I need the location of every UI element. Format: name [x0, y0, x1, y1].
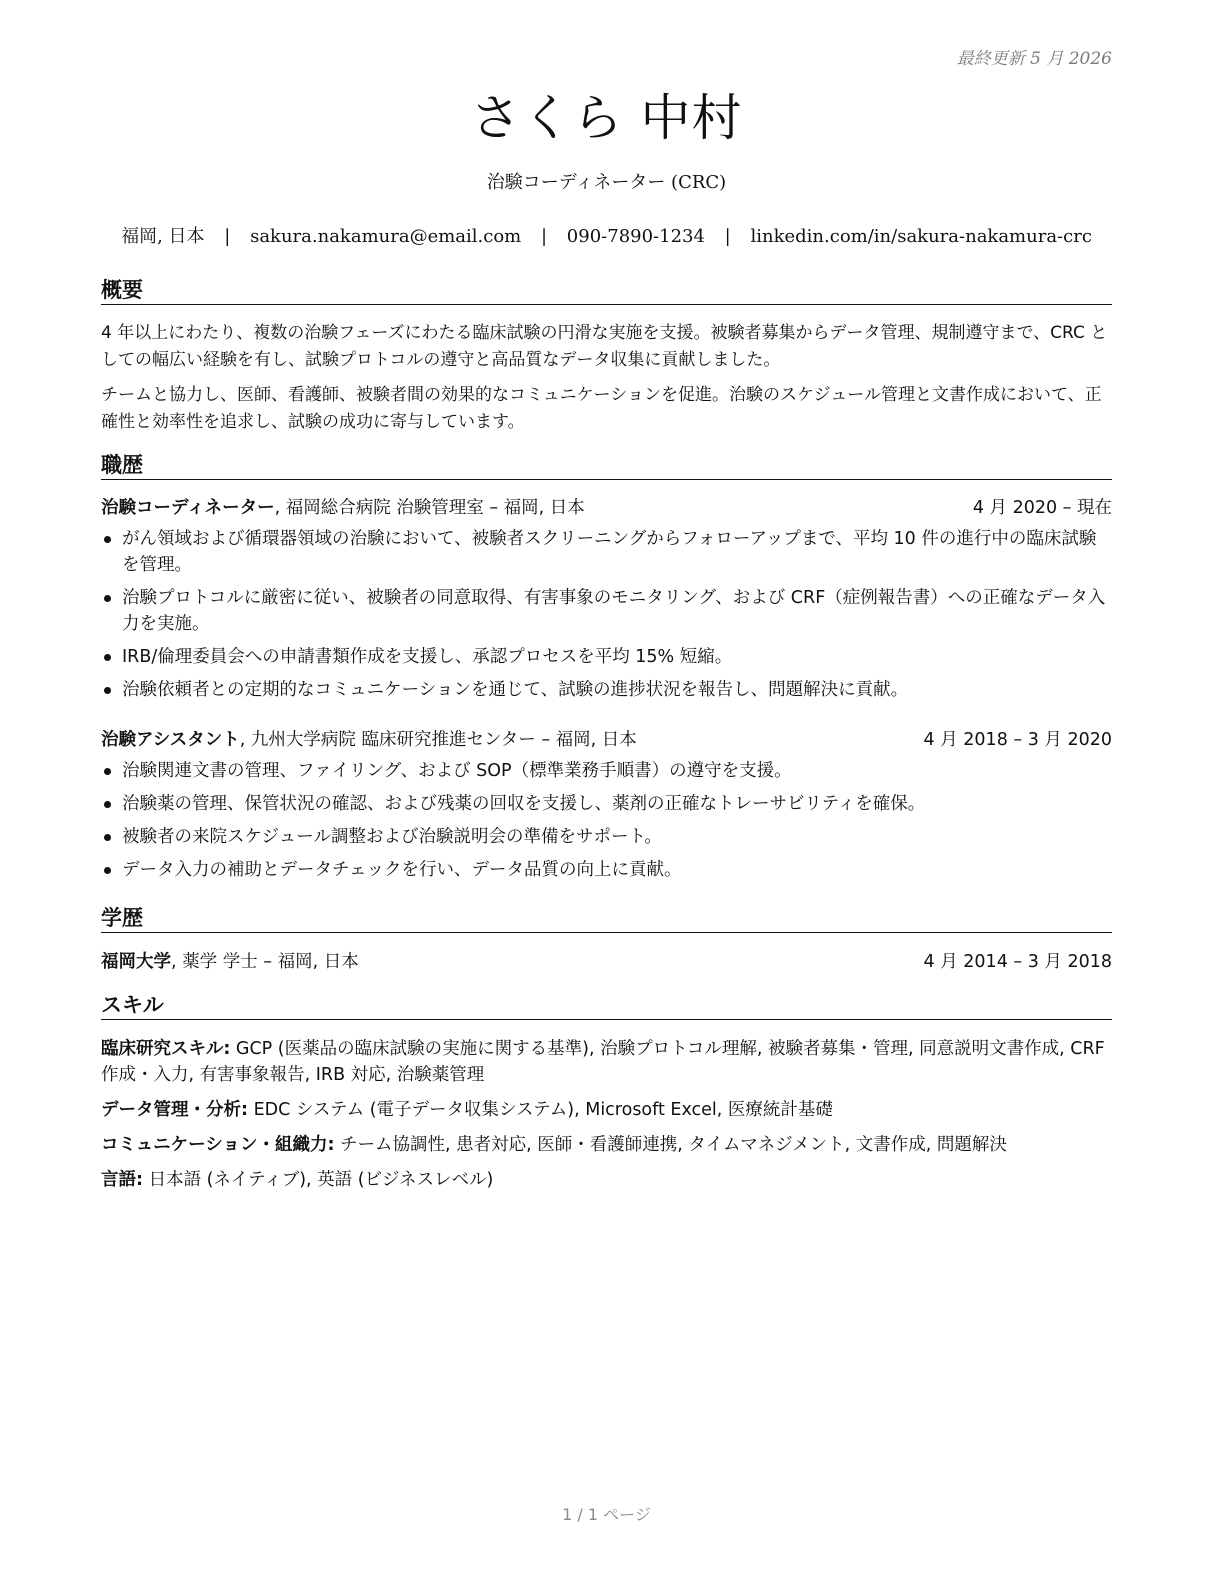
job-role-line [101, 727, 637, 753]
skill-row [101, 1097, 1112, 1123]
skill-row [101, 1036, 1112, 1088]
section-title-experience: 職歴 [101, 452, 1112, 480]
list-item: 被験者の来院スケジュール調整および治験説明会の準備をサポート。 [101, 824, 1112, 850]
contact-line [101, 225, 1112, 249]
job-header [101, 727, 1112, 753]
skill-label: データ管理・分析: [101, 1100, 248, 1120]
job-role-line [101, 495, 585, 521]
skill-row [101, 1132, 1112, 1158]
contact-email[interactable]: sakura.nakamura@email.com [250, 226, 522, 247]
skill-row [101, 1167, 1112, 1193]
page-number: 1 / 1 ページ [562, 1505, 651, 1524]
list-item: 治験関連文書の管理、ファイリング、および SOP（標準業務手順書）の遵守を支援。 [101, 758, 1112, 784]
education-school: 福岡大学 [101, 952, 171, 972]
last-updated: 最終更新 5 月 2026 [956, 49, 1112, 69]
job-title: 治験コーディネーター (CRC) [486, 172, 727, 193]
skill-text: チーム協調性, 患者対応, 医師・看護師連携, タイムマネジメント, 文書作成, 問題解決 [334, 1135, 1007, 1155]
section-title-skills: スキル [101, 992, 1112, 1020]
skill-label: 臨床研究スキル: [101, 1039, 231, 1059]
job-bullets [101, 526, 1112, 710]
job-role: 治験コーディネーター [101, 498, 275, 518]
job-header [101, 495, 1112, 521]
list-item: 治験依頼者との定期的なコミュニケーションを通じて、試験の進捗状況を報告し、問題解決に貢献。 [101, 677, 1112, 703]
skill-text: 日本語 (ネイティブ), 英語 (ビジネスレベル) [143, 1170, 494, 1190]
education-entry [101, 949, 1112, 975]
section-title-summary: 概要 [101, 277, 1112, 305]
list-item: 治験プロトコルに厳密に従い、被験者の同意取得、有害事象のモニタリング、および CRF（症例報告書）への正確なデータ入力を実施。 [101, 585, 1112, 637]
contact-separator: | [724, 226, 731, 247]
job-role: 治験アシスタント [101, 730, 240, 750]
contact-separator: | [224, 226, 231, 247]
contact-separator: | [540, 226, 548, 247]
list-item: データ入力の補助とデータチェックを行い、データ品質の向上に貢献。 [101, 857, 1112, 883]
education-line [101, 949, 359, 975]
person-name: さくら 中村 [470, 89, 743, 147]
job-org: , 福岡総合病院 治験管理室 – 福岡, 日本 [274, 498, 585, 518]
resume-page [101, 0, 1112, 1584]
list-item: 治験薬の管理、保管状況の確認、および残薬の回収を支援し、薬剤の正確なトレーサビリティを確保。 [101, 791, 1112, 817]
job-dates: 4 月 2018 – 3 月 2020 [923, 730, 1112, 750]
skill-text: EDC システム (電子データ収集システム), Microsoft Excel, 医療統計基礎 [248, 1100, 833, 1120]
contact-location: 福岡, 日本 [121, 226, 205, 247]
skill-label: 言語: [101, 1170, 143, 1190]
job-org: , 九州大学病院 臨床研究推進センター – 福岡, 日本 [239, 730, 637, 750]
job-dates: 4 月 2020 – 現在 [972, 498, 1112, 518]
education-detail: , 薬学 学士 – 福岡, 日本 [171, 952, 359, 972]
list-item: IRB/倫理委員会への申請書類作成を支援し、承認プロセスを平均 15% 短縮。 [101, 644, 1112, 670]
contact-phone[interactable]: 090-7890-1234 [566, 226, 705, 247]
summary-paragraph: チームと協力し、医師、看護師、被験者間の効果的なコミュニケーションを促進。治験のスケジュール管理と文書作成において、正確性と効率性を追求し、試験の成功に寄与しています。 [101, 385, 1102, 432]
section-title-education: 学歴 [101, 905, 1112, 933]
skill-label: コミュニケーション・組織力: [101, 1135, 335, 1155]
list-item: がん領域および循環器領域の治験において、被験者スクリーニングからフォローアップまで、平均 10 件の進行中の臨床試験を管理。 [101, 526, 1112, 578]
skill-text: GCP (医薬品の臨床試験の実施に関する基準), 治験プロトコル理解, 被験者募集・管理, 同意説明文書作成, CRF 作成・入力, 有害事象報告, IRB 対応, 治験薬管理 [101, 1039, 1105, 1085]
education-dates: 4 月 2014 – 3 月 2018 [923, 952, 1112, 972]
summary-paragraph: 4 年以上にわたり、複数の治験フェーズにわたる臨床試験の円滑な実施を支援。被験者募集からデータ管理、規制遵守まで、CRC としての幅広い経験を有し、試験プロトコルの遵守と高品質なデータ収集に貢献しました。 [101, 323, 1108, 370]
contact-linkedin[interactable]: linkedin.com/in/sakura-nakamura-crc [750, 226, 1092, 247]
job-bullets [101, 758, 1112, 890]
